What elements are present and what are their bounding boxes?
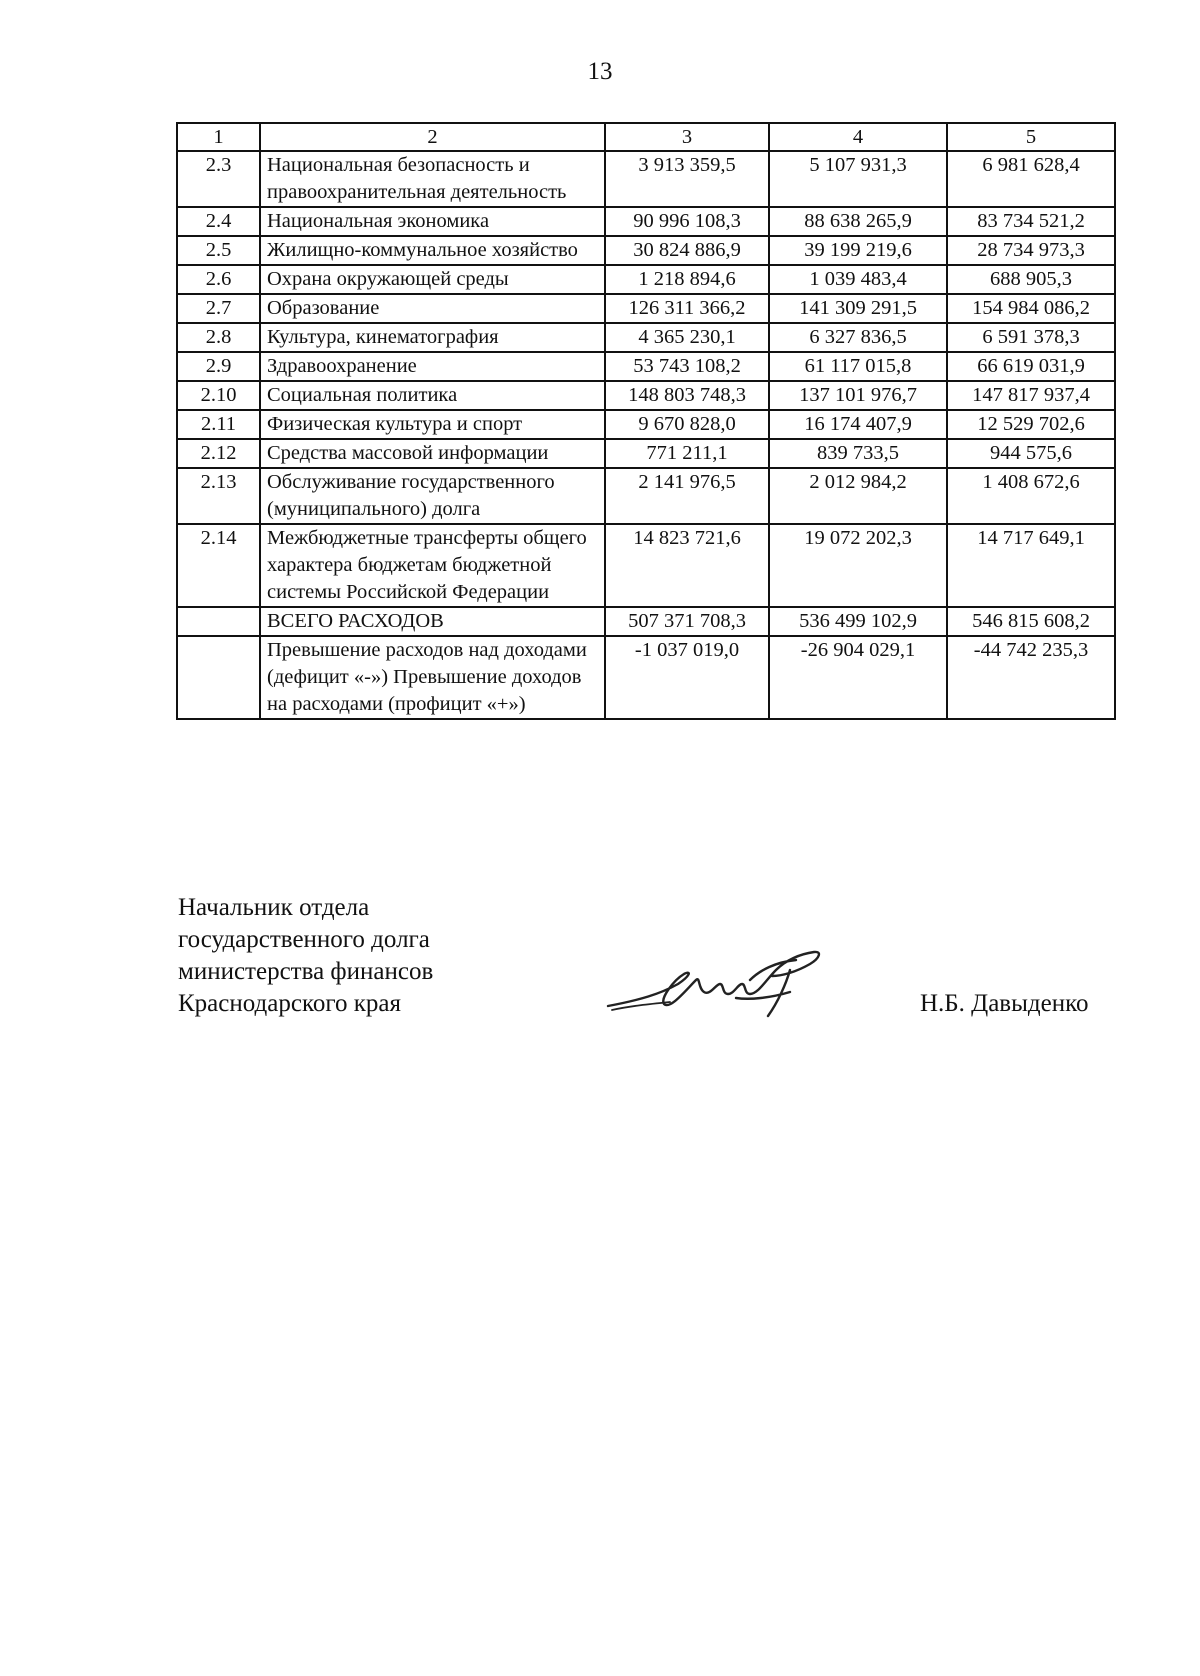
table-row [177,439,1115,468]
position-line: министерства финансов [178,958,434,985]
value-col5-cell: 944 575,6 [947,439,1115,468]
row-name-cell: Охрана окружающей среды [260,265,605,294]
table-row [177,636,1115,719]
value-col3-cell: 1 218 894,6 [605,265,769,294]
value-col3-cell: 4 365 230,1 [605,323,769,352]
row-code-cell: 2.7 [177,294,260,323]
header-cell: 5 [947,123,1115,151]
row-name-cell: Межбюджетные трансферты общего характера бюджетам бюджетной системы Российской Федерации [260,524,605,607]
row-code-cell: 2.12 [177,439,260,468]
header-cell: 1 [177,123,260,151]
handwritten-signature [600,940,840,1030]
row-code-cell: 2.4 [177,207,260,236]
table-row [177,236,1115,265]
row-code-cell: 2.14 [177,524,260,607]
row-code-cell: 2.10 [177,381,260,410]
row-code-cell: 2.5 [177,236,260,265]
value-col4-cell: 137 101 976,7 [769,381,947,410]
value-col4-cell: 39 199 219,6 [769,236,947,265]
row-name-cell: Здравоохранение [260,352,605,381]
value-col5-cell: 688 905,3 [947,265,1115,294]
value-col4-cell: 1 039 483,4 [769,265,947,294]
row-code-cell: 2.13 [177,468,260,524]
table-row [177,323,1115,352]
value-col3-cell: 507 371 708,3 [605,607,769,636]
value-col5-cell: 66 619 031,9 [947,352,1115,381]
value-col5-cell: 1 408 672,6 [947,468,1115,524]
row-name-cell: Культура, кинематография [260,323,605,352]
value-col5-cell: 14 717 649,1 [947,524,1115,607]
row-name-cell: Образование [260,294,605,323]
value-col4-cell: 536 499 102,9 [769,607,947,636]
value-col4-cell: 839 733,5 [769,439,947,468]
budget-table [176,122,1116,720]
value-col3-cell: 3 913 359,5 [605,151,769,207]
value-col3-cell: 9 670 828,0 [605,410,769,439]
table-body [177,151,1115,719]
value-col5-cell: 6 981 628,4 [947,151,1115,207]
value-col5-cell: 546 815 608,2 [947,607,1115,636]
position-line: государственного долга [178,926,430,953]
value-col3-cell: 771 211,1 [605,439,769,468]
value-col4-cell: 61 117 015,8 [769,352,947,381]
row-code-cell: 2.11 [177,410,260,439]
header-cell: 3 [605,123,769,151]
row-name-cell: Национальная экономика [260,207,605,236]
position-line: Начальник отдела [178,894,370,921]
value-col3-cell: 148 803 748,3 [605,381,769,410]
row-name-cell: Физическая культура и спорт [260,410,605,439]
value-col4-cell: 16 174 407,9 [769,410,947,439]
row-name-cell: Социальная политика [260,381,605,410]
value-col3-cell: -1 037 019,0 [605,636,769,719]
value-col4-cell: -26 904 029,1 [769,636,947,719]
row-code-cell: 2.8 [177,323,260,352]
value-col3-cell: 90 996 108,3 [605,207,769,236]
row-code-cell: 2.3 [177,151,260,207]
page-number: 13 [587,58,613,85]
value-col3-cell: 14 823 721,6 [605,524,769,607]
table-row [177,381,1115,410]
row-name-cell: Превышение расходов над доходами (дефицит «-») Превышение доходов на расходами (профицит «+») [260,636,605,719]
table-row [177,265,1115,294]
row-name-cell: Жилищно-коммунальное хозяйство [260,236,605,265]
row-code-cell [177,607,260,636]
row-code-cell: 2.6 [177,265,260,294]
value-col5-cell: -44 742 235,3 [947,636,1115,719]
value-col5-cell: 83 734 521,2 [947,207,1115,236]
table-row [177,524,1115,607]
signer-name: Н.Б. Давыденко [920,990,1089,1017]
value-col5-cell: 147 817 937,4 [947,381,1115,410]
table-row [177,294,1115,323]
table-row [177,151,1115,207]
value-col4-cell: 19 072 202,3 [769,524,947,607]
value-col4-cell: 141 309 291,5 [769,294,947,323]
table-row [177,207,1115,236]
table-row [177,468,1115,524]
row-name-cell: Обслуживание государственного (муниципального) долга [260,468,605,524]
table-row [177,410,1115,439]
table-row [177,352,1115,381]
header-cell: 2 [260,123,605,151]
value-col3-cell: 126 311 366,2 [605,294,769,323]
row-code-cell: 2.9 [177,352,260,381]
row-code-cell [177,636,260,719]
value-col5-cell: 12 529 702,6 [947,410,1115,439]
table-row [177,607,1115,636]
value-col4-cell: 5 107 931,3 [769,151,947,207]
value-col5-cell: 6 591 378,3 [947,323,1115,352]
value-col4-cell: 2 012 984,2 [769,468,947,524]
value-col5-cell: 28 734 973,3 [947,236,1115,265]
value-col4-cell: 6 327 836,5 [769,323,947,352]
value-col3-cell: 2 141 976,5 [605,468,769,524]
header-cell: 4 [769,123,947,151]
value-col4-cell: 88 638 265,9 [769,207,947,236]
table-header-row [177,123,1115,151]
row-name-cell: Средства массовой информации [260,439,605,468]
row-name-cell: Национальная безопасность и правоохранительная деятельность [260,151,605,207]
value-col3-cell: 53 743 108,2 [605,352,769,381]
position-line: Краснодарского края [178,990,401,1017]
signature-position [178,892,433,1020]
row-name-cell: ВСЕГО РАСХОДОВ [260,607,605,636]
value-col3-cell: 30 824 886,9 [605,236,769,265]
value-col5-cell: 154 984 086,2 [947,294,1115,323]
